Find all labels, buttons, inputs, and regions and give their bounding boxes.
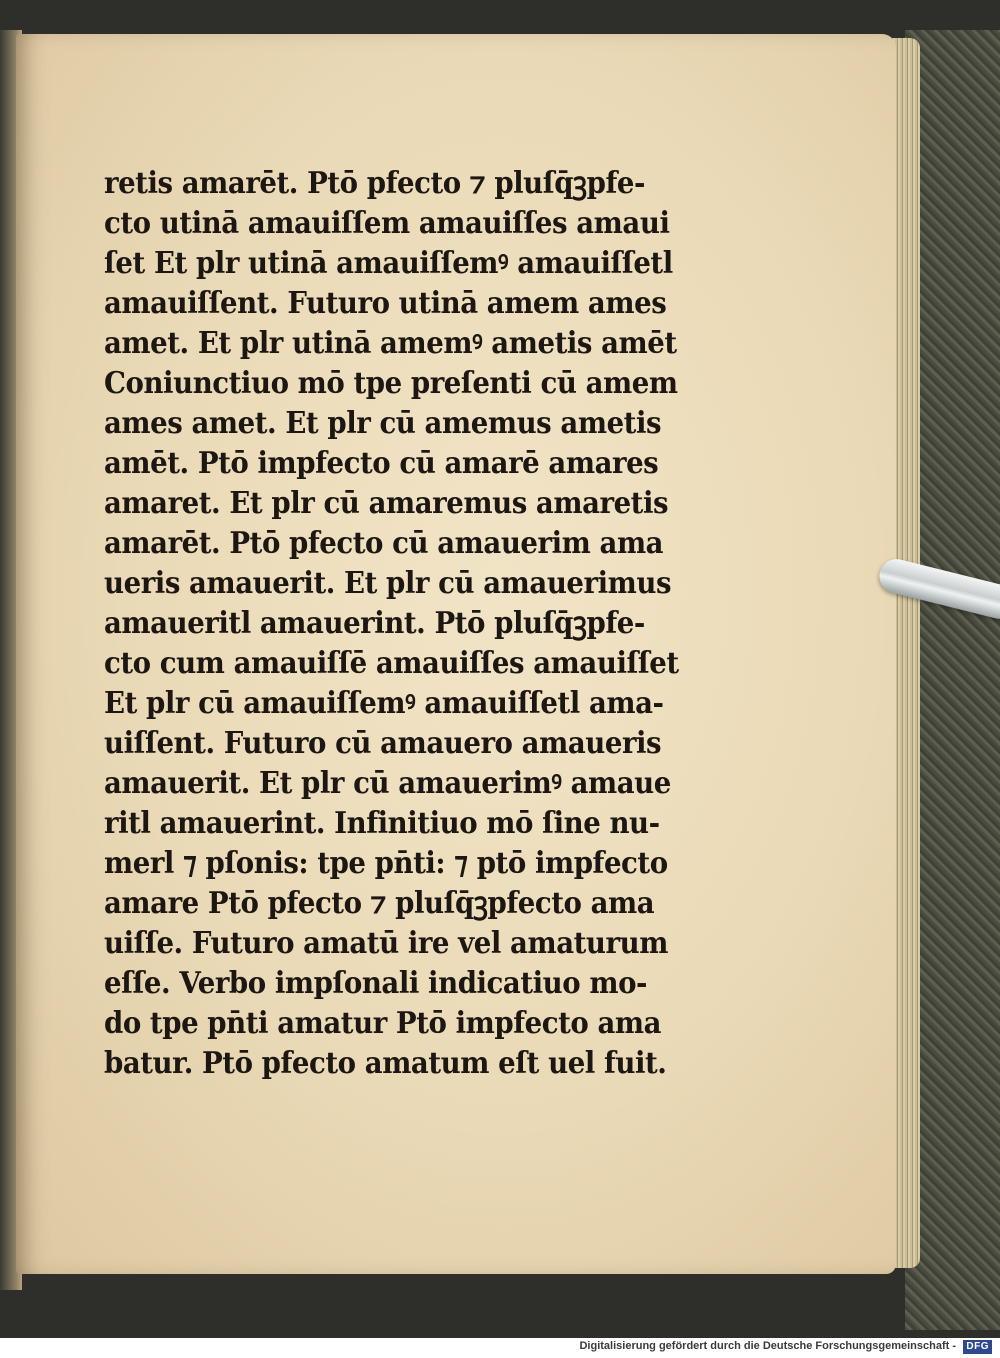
text-line: Et plr cū amauiſſemꝰ amauiſſetl ama- <box>104 686 664 721</box>
text-line: amet. Et plr utinā amemꝰ ametis amēt <box>104 326 677 361</box>
text-line: amēt. Ptō impfecto cū amarē amares <box>104 446 659 481</box>
text-line: Coniunctiuo mō tpe preſenti cū amem <box>104 366 678 401</box>
text-line: amare Ptō pfecto ⁊ pluſq̄ꝫpfecto ama <box>104 886 655 921</box>
text-line: ritl amauerint. Infinitiuo mō ſine nu- <box>104 806 660 841</box>
text-line: cto cum amauiſſē amauiſſes amauiſſet <box>104 646 679 681</box>
text-line: cto utinā amauiſſem amauiſſes amaui <box>104 206 670 241</box>
text-line: ſet Et plr utinā amauiſſemꝰ amauiſſetl <box>104 246 673 281</box>
text-line: eſſe. Verbo impſonali indicatiuo mo- <box>104 966 648 1001</box>
text-line: uiſſent. Futuro cū amauero amaueris <box>104 726 662 761</box>
text-line: ames amet. Et plr cū amemus ametis <box>104 406 662 441</box>
digitization-credit: Digitalisierung gefördert durch die Deutsche Forschungsgemeinschaft - <box>579 1340 956 1352</box>
text-line: amaret. Et plr cū amaremus amaretis <box>104 486 669 521</box>
text-line: ueris amauerit. Et plr cū amauerimus <box>104 566 672 601</box>
text-line: amarēt. Ptō pfecto cū amauerim ama <box>104 526 664 561</box>
text-line: do tpe pn̄ti amatur Ptō impfecto ama <box>104 1006 662 1041</box>
book-page <box>16 34 896 1274</box>
text-line: batur. Ptō pfecto amatum eſt uel fuit. <box>104 1046 667 1081</box>
text-line: amaueritl amauerint. Ptō pluſq̄ꝫpfe- <box>104 606 645 641</box>
text-line: amauiſſent. Futuro utinā amem ames <box>104 286 667 321</box>
text-block <box>104 164 744 1084</box>
text-line: merl ⁊ pſonis: tpe pn̄ti: ⁊ ptō impfecto <box>104 846 668 881</box>
text-line: amauerit. Et plr cū amauerimꝰ amaue <box>104 766 671 801</box>
dfg-logo: DFG <box>963 1340 992 1354</box>
text-line: retis amarēt. Ptō pfecto ⁊ pluſq̄ꝫpfe- <box>104 166 646 201</box>
text-line: uiſſe. Futuro amatū ire vel amaturum <box>104 926 668 961</box>
